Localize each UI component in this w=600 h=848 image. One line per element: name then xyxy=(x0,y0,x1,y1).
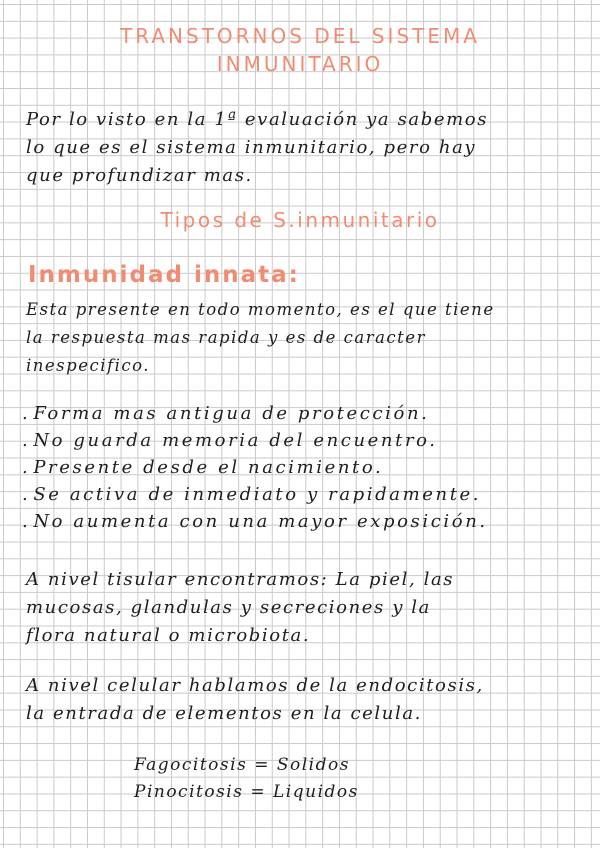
document-title-line-1: TRANSTORNOS DEL SISTEMA xyxy=(120,24,480,48)
list-item xyxy=(22,508,592,535)
bullet-dot: . xyxy=(22,484,31,505)
section-title: Tipos de S.inmunitario xyxy=(160,208,440,232)
intro-line: que profundizar mas. xyxy=(26,165,253,186)
definition-paragraph xyxy=(26,296,586,380)
cell-line: A nivel celular hablamos de la endocitosis, xyxy=(26,675,484,696)
list-item-text: No guarda memoria del encuentro. xyxy=(33,430,438,451)
formula-pinocytosis: Pinocitosis = Liquidos xyxy=(134,782,359,802)
intro-paragraph xyxy=(26,106,586,190)
characteristics-list xyxy=(22,400,592,535)
definition-line: inespecifico. xyxy=(26,356,150,375)
definition-line: la respuesta mas rapida y es de caracter xyxy=(26,328,426,347)
bullet-dot: . xyxy=(22,403,31,424)
endocytosis-types xyxy=(134,752,359,806)
list-item xyxy=(22,400,592,427)
tissue-line: flora natural o microbiota. xyxy=(26,625,311,646)
list-item-text: No aumenta con una mayor exposición. xyxy=(33,511,488,532)
subheading-innate-immunity: Inmunidad innata: xyxy=(28,262,300,288)
intro-line: lo que es el sistema inmunitario, pero hay xyxy=(26,137,477,158)
definition-line: Esta presente en todo momento, es el que tiene xyxy=(26,300,495,319)
list-item xyxy=(22,454,592,481)
tissue-line: mucosas, glandulas y secreciones y la xyxy=(26,597,431,618)
list-item-text: Presente desde el nacimiento. xyxy=(33,457,384,478)
formula-phagocytosis: Fagocitosis = Solidos xyxy=(134,755,350,775)
bullet-dot: . xyxy=(22,511,31,532)
list-item xyxy=(22,427,592,454)
cell-level-paragraph xyxy=(26,672,586,728)
list-item xyxy=(22,481,592,508)
intro-line: Por lo visto en la 1ª evaluación ya sabemos xyxy=(26,109,489,130)
bullet-dot: . xyxy=(22,457,31,478)
cell-line: la entrada de elementos en la celula. xyxy=(26,703,422,724)
document-title-line-2: INMUNITARIO xyxy=(216,52,384,76)
bullet-dot: . xyxy=(22,430,31,451)
tissue-level-paragraph xyxy=(26,566,586,650)
list-item-text: Se activa de inmediato y rapidamente. xyxy=(33,484,482,505)
tissue-line: A nivel tisular encontramos: La piel, las xyxy=(26,569,455,590)
list-item-text: Forma mas antigua de protección. xyxy=(33,403,430,424)
